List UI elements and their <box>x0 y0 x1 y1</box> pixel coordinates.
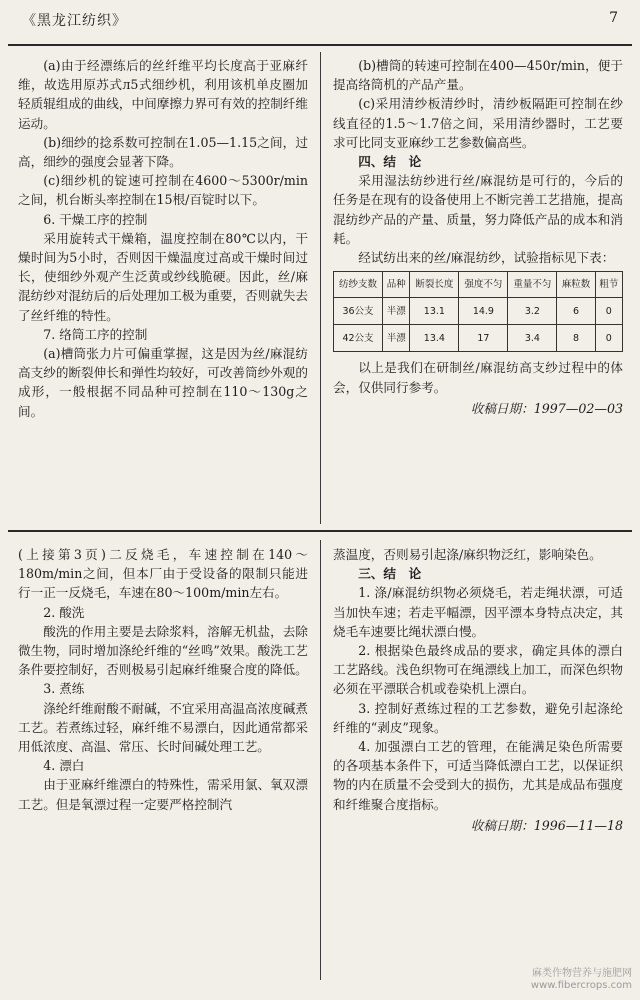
column-header: 断裂长度 <box>410 272 459 298</box>
column-header: 重量不匀 <box>508 272 557 298</box>
column-divider <box>320 52 321 524</box>
paragraph: (b)槽筒的转速可控制在400—450r/min，便于提高络筒机的产品产量。 <box>333 58 623 93</box>
paragraph: 涤纶纤维耐酸不耐碱，不宜采用高温高浓度碱煮工艺。若煮练过轻，麻纤维不易漂白，因此通常都采用低浓度、高温、常压、长时间碱处理工艺。 <box>18 700 308 755</box>
paragraph: 4. 加强漂白工艺的管理，在能满足染色所需要的各项基本条件下，可适当降低漂白工艺，以保证织物的内在质量不会受到大的损伤，尤其是成品布强度和纤维聚合度指标。 <box>333 739 623 812</box>
table-cell: 17 <box>459 325 508 352</box>
article1-left-column <box>18 56 308 421</box>
column-divider <box>320 540 321 980</box>
table-cell: 3.4 <box>508 325 557 352</box>
column-header: 麻粒数 <box>557 272 595 298</box>
column-header: 粗节 <box>595 272 622 298</box>
subheading: 7. 络筒工序的控制 <box>43 326 148 342</box>
table-cell: 0 <box>595 298 622 325</box>
table-cell: 42公支 <box>334 325 383 352</box>
table-cell: 13.4 <box>410 325 459 352</box>
article1-right-column <box>333 56 623 418</box>
header-rule <box>8 44 632 46</box>
paragraph: 经试纺出来的丝/麻混纺纱，试验指标见下表： <box>358 250 615 266</box>
table-cell: 8 <box>557 325 595 352</box>
table-cell: 13.1 <box>410 298 459 325</box>
table-cell: 0 <box>595 325 622 352</box>
site-watermark <box>531 968 632 992</box>
page-header <box>0 0 640 44</box>
article2-right-column <box>333 545 623 835</box>
article2-left-column <box>18 545 308 814</box>
paragraph: 1. 涤/麻混纺织物必须烧毛，若走绳状漂，可适当加快车速；若走平幅漂，因平漂本身特点决定，其烧毛车速要比绳状漂白慢。 <box>333 585 623 639</box>
paragraph: 由于亚麻纤维漂白的特殊性，需采用氯、氧双漂工艺。但是氧漂过程一定要严格控制汽 <box>18 777 308 812</box>
paragraph: 蒸温度，否则易引起涤/麻织物泛红，影响染色。 <box>333 547 602 562</box>
paragraph: 以上是我们在研制丝/麻混纺高支纱过程中的体会，仅供同行参考。 <box>333 360 623 395</box>
table-cell: 6 <box>557 298 595 325</box>
table-cell: 半漂 <box>383 298 410 325</box>
table-cell: 14.9 <box>459 298 508 325</box>
page-number: 7 <box>609 10 618 26</box>
table-cell: 3.2 <box>508 298 557 325</box>
table-cell: 半漂 <box>383 325 410 352</box>
column-header: 品种 <box>383 272 410 298</box>
table-header-row <box>334 272 623 298</box>
paragraph: (c)细纱机的锭速可控制在4600～5300r/min之间，机台断头率控制在15根/百锭时以下。 <box>18 173 308 208</box>
received-date: 收稿日期：1996—11—18 <box>470 817 623 833</box>
results-table <box>333 271 623 352</box>
received-date: 收稿日期：1997—02—03 <box>470 400 623 416</box>
subheading: 3. 煮练 <box>43 681 85 697</box>
table-row <box>334 298 623 325</box>
journal-title: 《黑龙江纺织》 <box>22 13 127 29</box>
paragraph: 3. 控制好煮练过程的工艺参数，避免引起涤纶纤维的“剥皮”现象。 <box>333 700 623 735</box>
paragraph: (上接第3页)二反烧毛，车速控制在140～180m/min之间，但本厂由于受设备的限制只能进行一正一反烧毛，车速在80～100m/min左右。 <box>18 547 308 601</box>
article-separator <box>8 530 632 532</box>
column-header: 强度不匀 <box>459 272 508 298</box>
watermark-url: www.fibercrops.com <box>530 980 632 991</box>
watermark-line: 麻类作物营养与施肥网 <box>532 968 632 979</box>
paragraph: (a)槽筒张力片可偏重掌握，这是因为丝/麻混纺高支纱的断裂伸长和弹性均较好，可改善筒纱外观的成形，一般根据不同品种可控制在110～130g之间。 <box>18 346 308 419</box>
paragraph: (c)采用清纱板清纱时，清纱板隔距可控制在纱线直径的1.5～1.7倍之间，采用清纱器时，工艺要求可比同支亚麻纱工艺参数偏高些。 <box>333 96 623 150</box>
paragraph: 2. 根据染色最终成品的要求，确定具体的漂白工艺路线。浅色织物可在绳漂线上加工，而深色织物必须在平漂联合机或卷染机上漂白。 <box>333 643 623 697</box>
table-row <box>334 325 623 352</box>
table-cell: 36公支 <box>334 298 383 325</box>
paragraph: (b)细纱的捻系数可控制在1.05—1.15之间，过高，细纱的强度会显著下降。 <box>18 134 308 170</box>
subheading: 4. 漂白 <box>43 758 85 774</box>
section-title: 四、结 论 <box>358 154 422 170</box>
subheading: 2. 酸洗 <box>43 604 85 620</box>
paragraph: (a)由于经漂练后的丝纤维平均长度高于亚麻纤维，故选用原苏式л5式细纱机，利用该机单皮圈加轻质辊组成的曲线，中间摩擦力界可有效的控制纤维运动。 <box>18 58 308 131</box>
subheading: 6. 干燥工序的控制 <box>43 211 148 227</box>
paragraph: 采用旋转式干燥箱，温度控制在80℃以内，干燥时间为5小时，否则因干燥温度过高或干燥时间过长，使细纱外观产生泛黄或纱线脆硬。因此，丝/麻混纺纱对混纺后的后处理加工极为重要，否则就失去了丝纤维的特性。 <box>18 230 308 323</box>
paragraph: 酸洗的作用主要是去除浆料，溶解无机盐，去除微生物，同时增加涤纶纤维的“丝鸣”效果。酸洗工艺条件要控制好，否则极易引起麻纤维聚合度的降低。 <box>18 623 308 678</box>
section-title: 三、结 论 <box>358 566 422 582</box>
paragraph: 采用湿法纺纱进行丝/麻混纺是可行的，今后的任务是在现有的设备使用上不断完善工艺措施，提高混纺纱产品的产量、质量，努力降低产品的成本和消耗。 <box>333 173 623 246</box>
column-header: 纺纱支数 <box>334 272 383 298</box>
